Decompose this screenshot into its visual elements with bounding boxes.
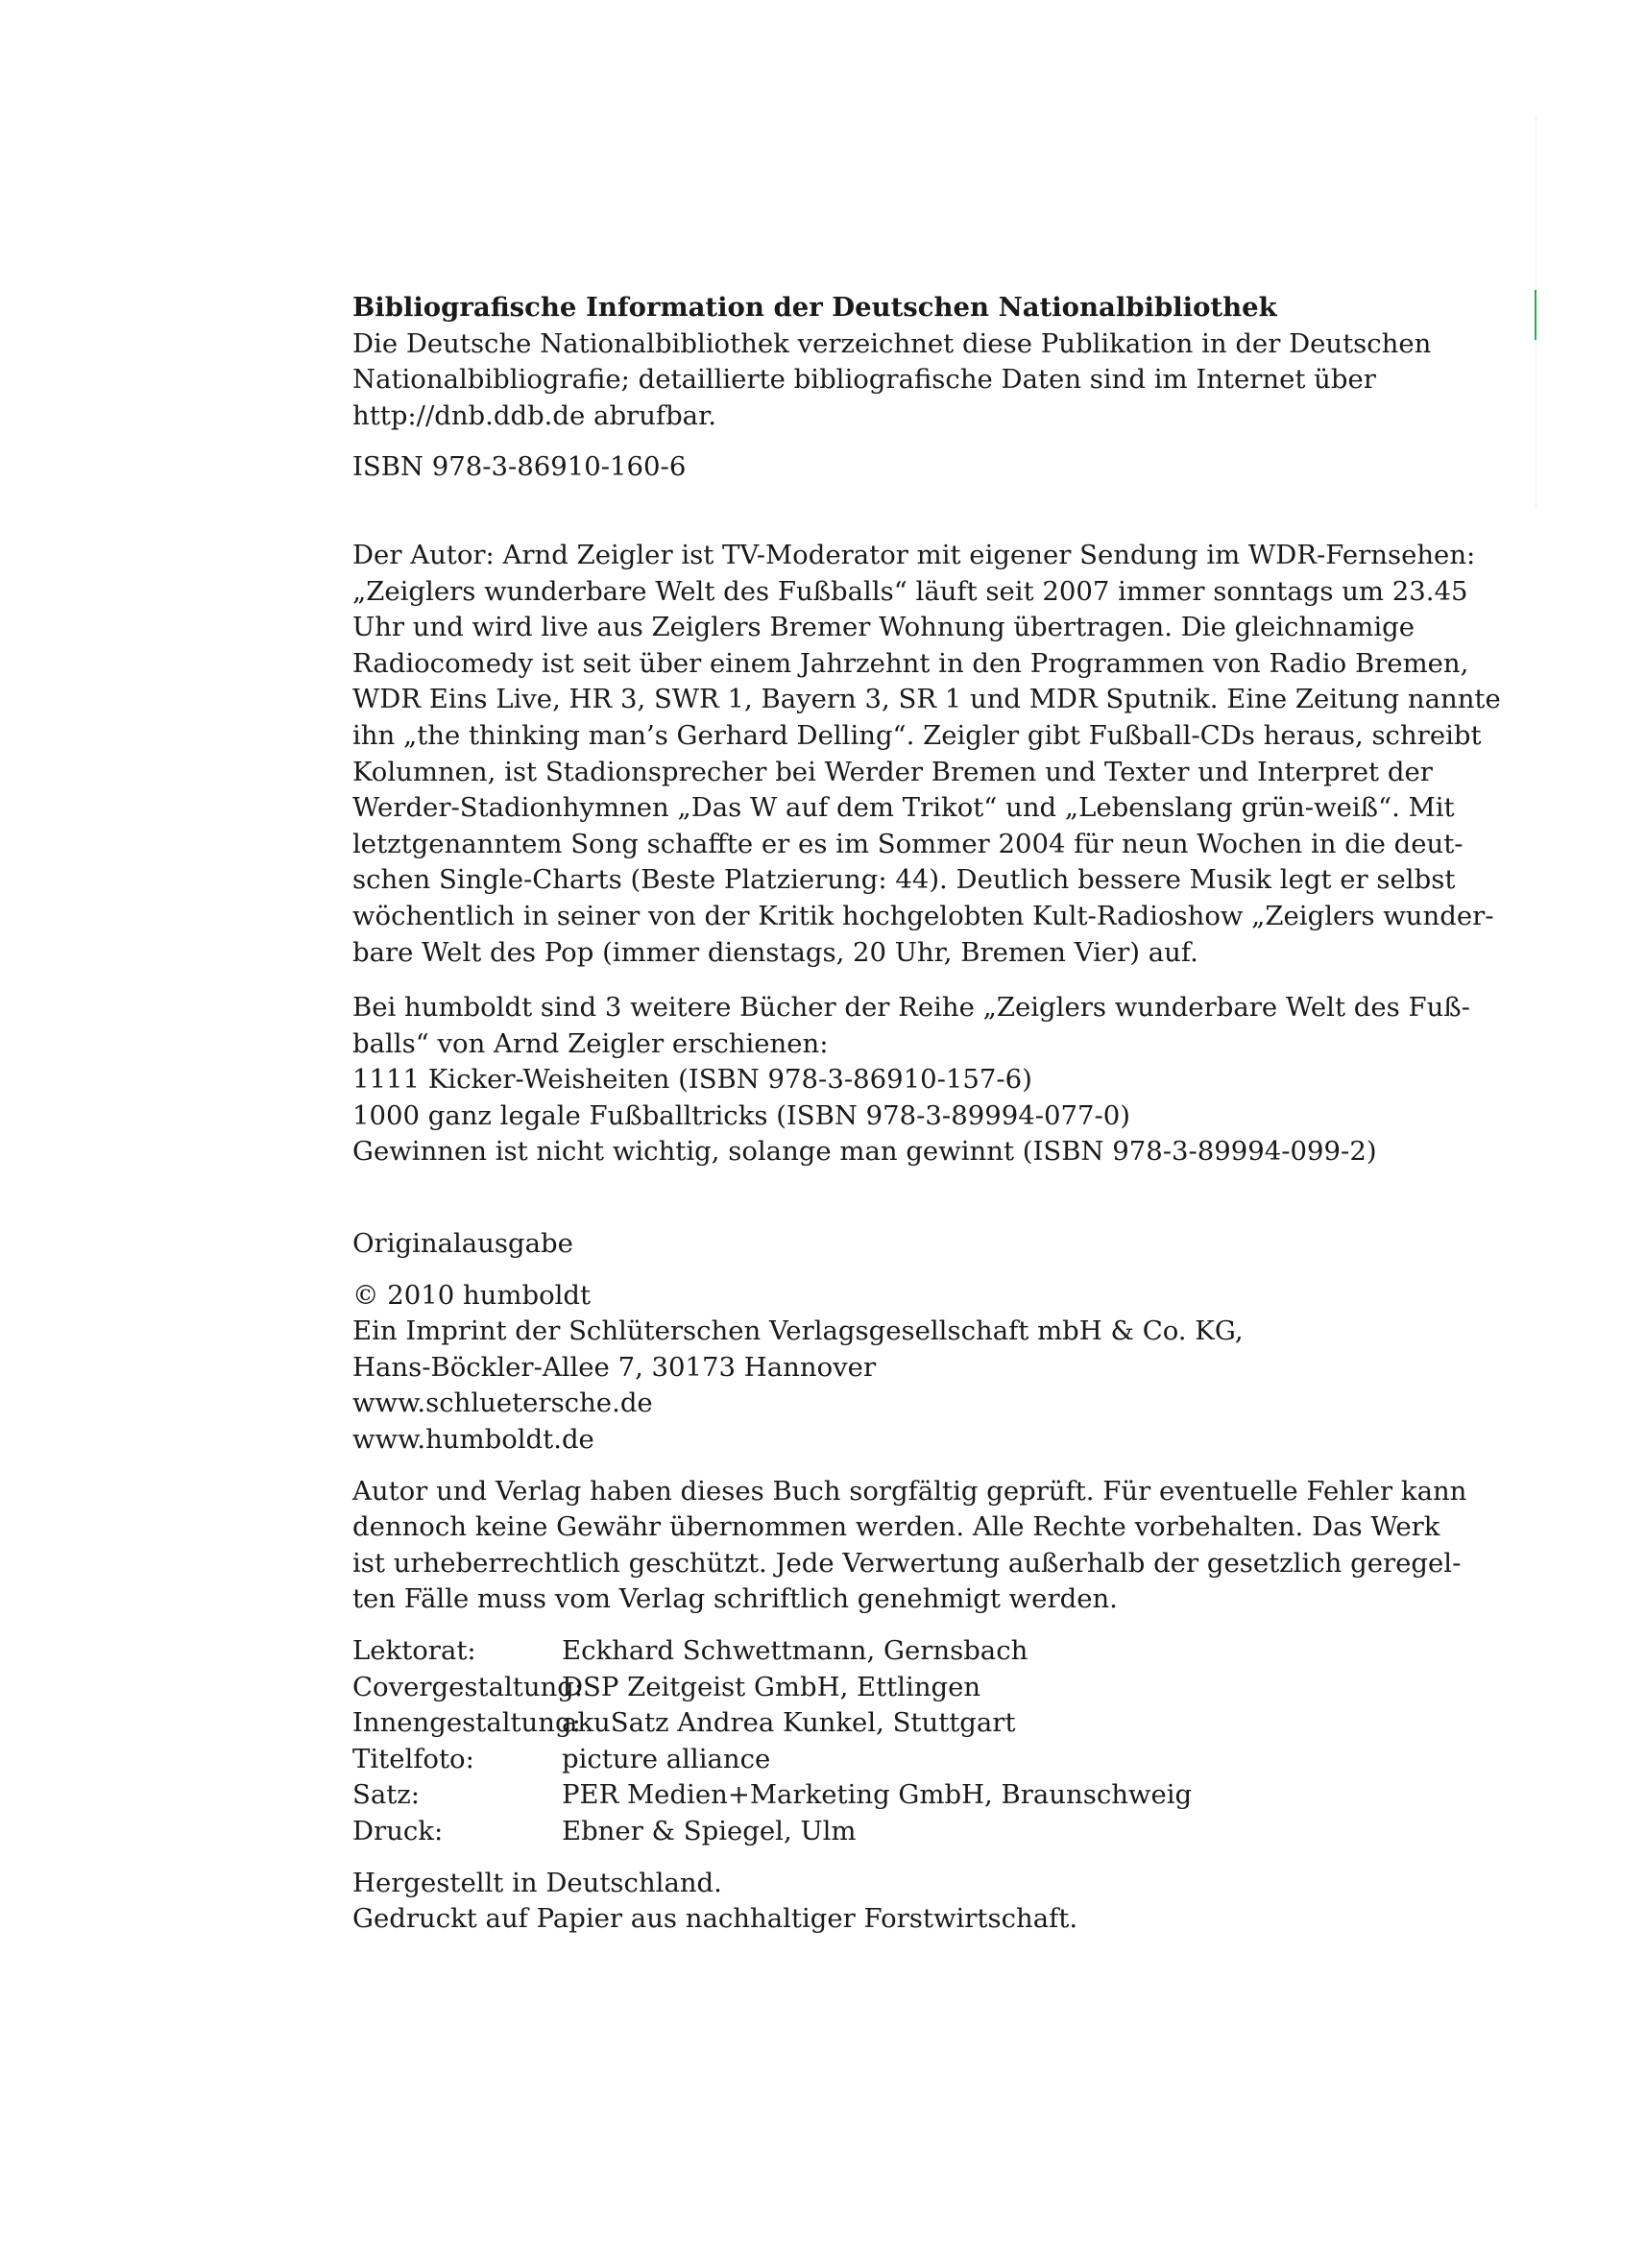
author-bio-line: Uhr und wird live aus Zeiglers Bremer Wohnung übertragen. Die gleichnamige <box>352 612 1415 643</box>
copyright-line: © 2010 humboldt <box>352 1279 592 1311</box>
credit-name: Eckhard Schwettmann, Gernsbach <box>562 1635 1028 1666</box>
publisher-address: Hans-Böckler-Allee 7, 30173 Hannover <box>352 1351 877 1383</box>
further-books-intro: Bei humboldt sind 3 weitere Bücher der Reihe „Zeiglers wunderbare Welt des Fuß- <box>352 992 1470 1024</box>
bibliographic-line: Nationalbibliografie; detaillierte bibliografische Daten sind im Internet über <box>352 364 1376 396</box>
publisher-website: www.schluetersche.de <box>352 1387 653 1419</box>
author-bio <box>352 538 1501 971</box>
publisher-line: Ein Imprint der Schlüterschen Verlagsgesellschaft mbH & Co. KG, <box>352 1315 1244 1347</box>
further-books-intro: balls“ von Arnd Zeigler erschienen: <box>352 1027 829 1059</box>
edition-label: Originalausgabe <box>352 1228 573 1260</box>
author-bio-line: Radiocomedy ist seit über einem Jahrzehnt in den Programmen von Radio Bremen, <box>352 647 1469 679</box>
author-bio-line: schen Single-Charts (Beste Platzierung: 44). Deutlich bessere Musik legt er selbst <box>352 864 1456 896</box>
credit-role: Satz: <box>352 1779 421 1811</box>
further-books <box>352 990 1470 1170</box>
book-title: 1000 ganz legale Fußballtricks (ISBN 978-3-89994-077-0) <box>352 1099 1131 1131</box>
disclaimer-line: dennoch keine Gewähr übernommen werden. Alle Rechte vorbehalten. Das Werk <box>352 1511 1440 1543</box>
credit-name: Ebner & Spiegel, Ulm <box>562 1815 857 1846</box>
margin-marker <box>1535 290 1536 340</box>
bibliographic-line: Die Deutsche Nationalbibliothek verzeichnet diese Publikation in der Deutschen <box>352 327 1432 359</box>
publisher-website: www.humboldt.de <box>352 1424 594 1456</box>
credit-name: PER Medien+Marketing GmbH, Braunschweig <box>562 1779 1193 1811</box>
credit-name: picture alliance <box>562 1743 771 1774</box>
publisher-section <box>352 1278 1332 1459</box>
author-bio-line: letztgenanntem Song schaffte er es im Sommer 2004 für neun Wochen in die deut- <box>352 828 1464 859</box>
credit-role: Covergestaltung: <box>352 1671 584 1702</box>
author-bio-line: ihn „the thinking man’s Gerhard Delling“. Zeigler gibt Fußball-CDs heraus, schreibt <box>352 719 1482 751</box>
disclaimer-line: Autor und Verlag haben dieses Buch sorgfältig geprüft. Für eventuelle Fehler kann <box>352 1475 1467 1507</box>
disclaimer-section <box>352 1474 1467 1618</box>
edition-section <box>352 1226 1332 1263</box>
credit-role: Lektorat: <box>352 1635 476 1666</box>
author-bio-line: Kolumnen, ist Stadionsprecher bei Werder Bremen und Texter und Interpret der <box>352 756 1433 787</box>
disclaimer-line: ist urheberrechtlich geschützt. Jede Verwertung außerhalb der gesetzlich geregel- <box>352 1547 1462 1579</box>
credit-role: Druck: <box>352 1815 444 1846</box>
credit-role: Innengestaltung: <box>352 1707 581 1739</box>
isbn: ISBN 978-3-86910-160-6 <box>352 451 687 483</box>
imprint-content <box>352 290 1501 1938</box>
bibliographic-line: http://dnb.ddb.de abrufbar. <box>352 399 716 431</box>
bibliographic-heading: Bibliografische Information der Deutschen Nationalbibliothek <box>352 292 1277 323</box>
production-line: Gedruckt auf Papier aus nachhaltiger Forstwirtschaft. <box>352 1903 1078 1935</box>
book-title: Gewinnen ist nicht wichtig, solange man gewinnt (ISBN 978-3-89994-099-2) <box>352 1136 1377 1168</box>
author-bio-line: „Zeiglers wunderbare Welt des Fußballs“ läuft seit 2007 immer sonntags um 23.45 <box>352 575 1468 607</box>
disclaimer-line: ten Fälle muss vom Verlag schriftlich genehmigt werden. <box>352 1583 1118 1615</box>
credits-table <box>352 1633 1332 1850</box>
bibliographic-section <box>352 290 1432 434</box>
author-bio-line: WDR Eins Live, HR 3, SWR 1, Bayern 3, SR 1 und MDR Sputnik. Eine Zeitung nannte <box>352 684 1501 715</box>
credit-name: DSP Zeitgeist GmbH, Ettlingen <box>562 1671 981 1702</box>
isbn-section <box>352 449 1332 486</box>
author-bio-line: Werder-Stadionhymnen „Das W auf dem Trikot“ und „Lebenslang grün-weiß“. Mit <box>352 792 1455 824</box>
production-section <box>352 1866 1332 1938</box>
credit-name: akuSatz Andrea Kunkel, Stuttgart <box>562 1707 1016 1739</box>
author-bio-line: Der Autor: Arnd Zeigler ist TV-Moderator mit eigener Sendung im WDR-Fernsehen: <box>352 539 1476 570</box>
book-title: 1111 Kicker-Weisheiten (ISBN 978-3-86910-157-6) <box>352 1064 1032 1096</box>
author-bio-line: wöchentlich in seiner von der Kritik hochgelobten Kult-Radioshow „Zeiglers wunder- <box>352 900 1494 931</box>
credit-role: Titelfoto: <box>352 1743 474 1774</box>
production-line: Hergestellt in Deutschland. <box>352 1867 722 1898</box>
author-bio-line: bare Welt des Pop (immer dienstags, 20 Uhr, Bremen Vier) auf. <box>352 936 1198 968</box>
